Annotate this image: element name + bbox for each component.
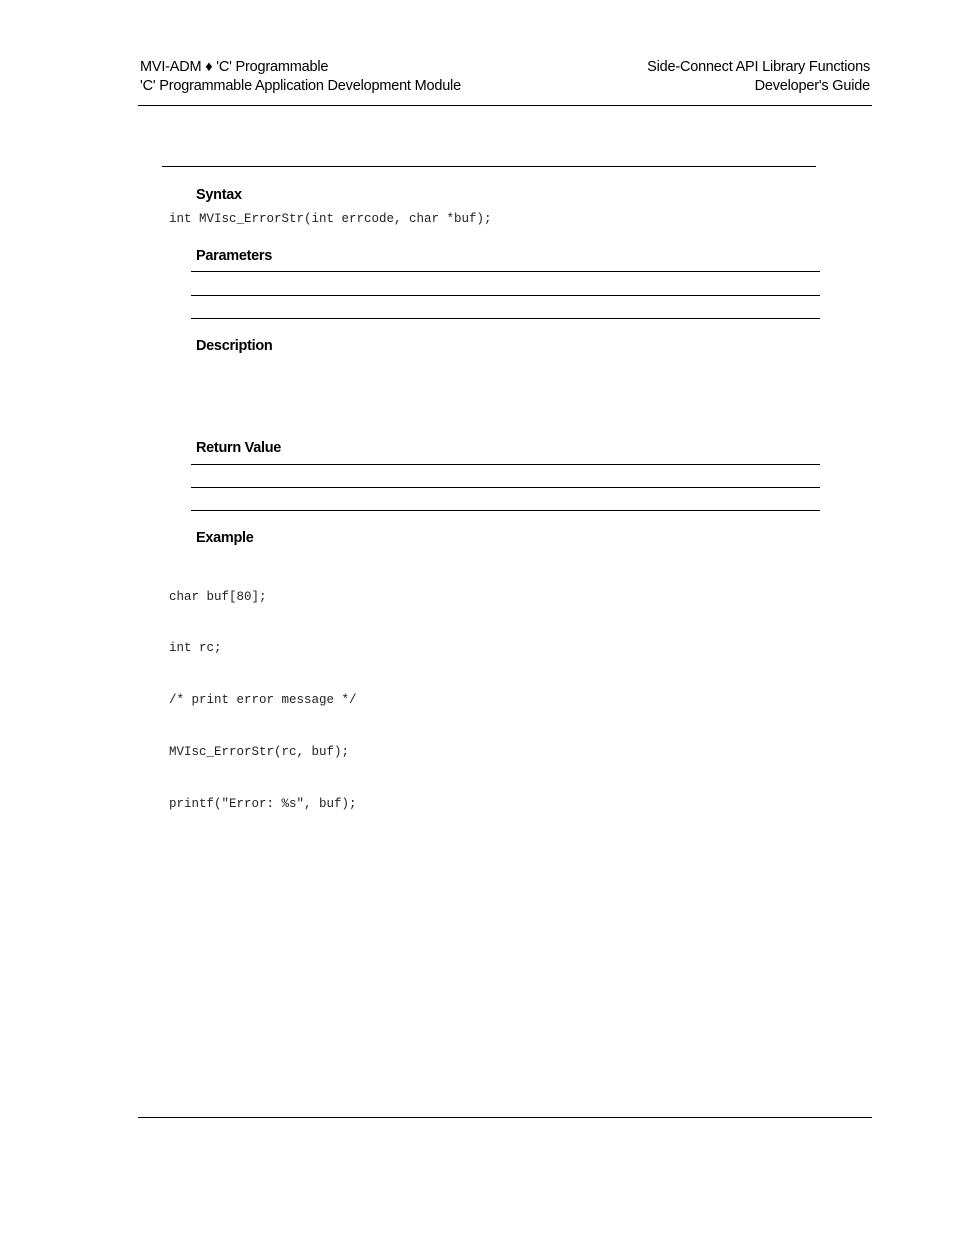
- header-left: [140, 58, 461, 96]
- syntax-code: int MVIsc_ErrorStr(int errcode, char *buf);: [169, 212, 492, 226]
- example-code-block: [169, 554, 357, 831]
- example-code-line: /* print error message */: [169, 693, 357, 708]
- return-value-table-row-rule: [191, 487, 820, 488]
- header-chapter-title: Side-Connect API Library Functions: [647, 59, 870, 75]
- return-value-heading: Return Value: [196, 440, 282, 456]
- footer-divider: [138, 1117, 872, 1118]
- header-product-line: MVI-ADM ♦ 'C' Programmable: [140, 59, 329, 75]
- header-product-subtitle: 'C' Programmable Application Development Module: [140, 78, 461, 94]
- function-top-divider: [162, 166, 816, 167]
- example-code-line: int rc;: [169, 641, 222, 656]
- header-divider: [138, 105, 872, 106]
- parameters-heading: Parameters: [196, 248, 272, 264]
- parameters-table-row-rule: [191, 295, 820, 296]
- example-code-line: char buf[80];: [169, 589, 267, 604]
- example-code-line: MVIsc_ErrorStr(rc, buf);: [169, 745, 350, 760]
- example-code-line: printf("Error: %s", buf);: [169, 797, 357, 812]
- description-heading: Description: [196, 338, 273, 354]
- parameters-table-bottom-rule: [191, 318, 820, 319]
- return-value-table-top-rule: [191, 464, 820, 465]
- header-guide-title: Developer's Guide: [754, 78, 870, 94]
- example-heading: Example: [196, 530, 254, 546]
- parameters-table-top-rule: [191, 271, 820, 272]
- header-right: [647, 58, 870, 96]
- return-value-table-bottom-rule: [191, 510, 820, 511]
- syntax-heading: Syntax: [196, 187, 242, 203]
